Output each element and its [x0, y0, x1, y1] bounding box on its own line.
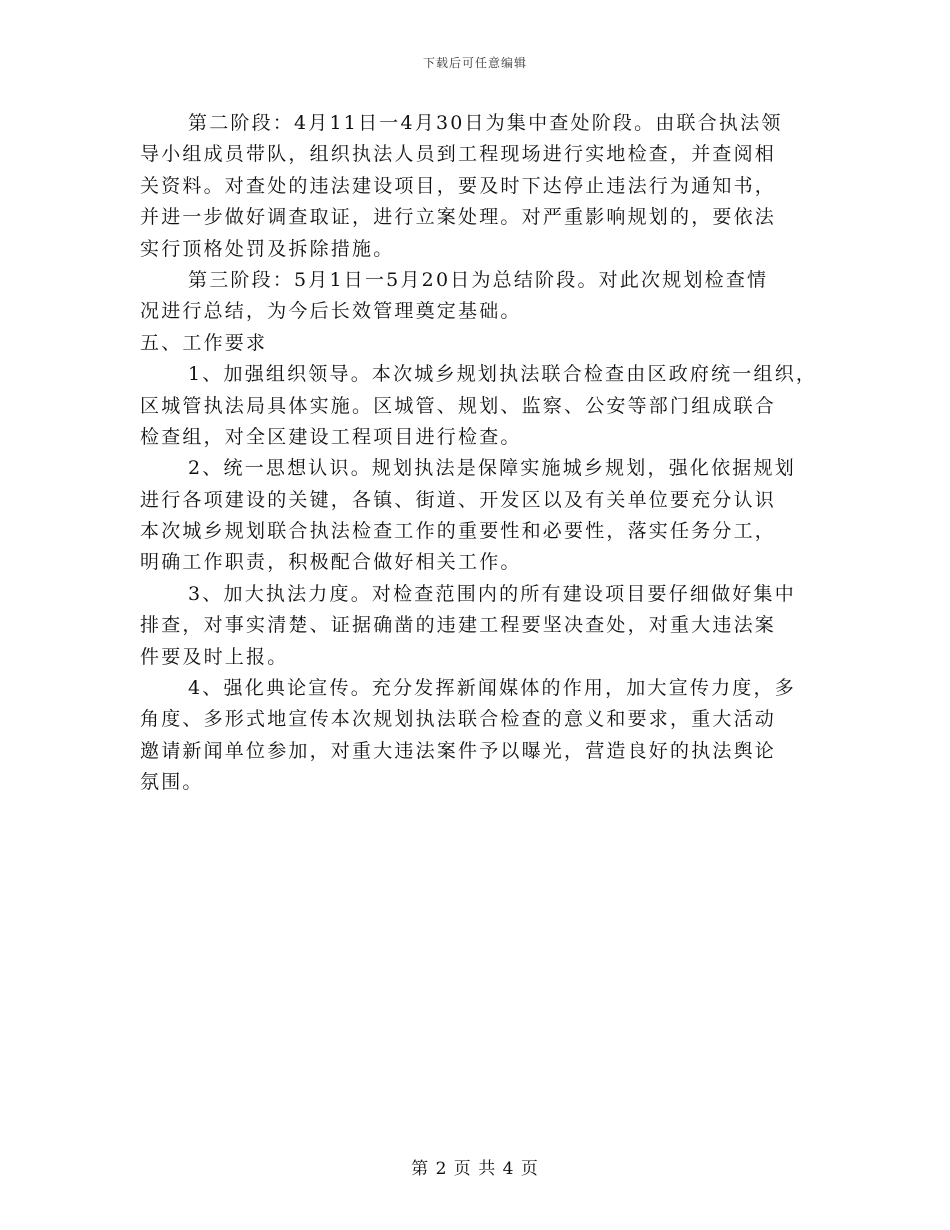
text-line: 并进一步做好调查取证，进行立案处理。对严重影响规划的，要依法 [140, 206, 777, 229]
text-line: 检查组，对全区建设工程项目进行检查。 [140, 425, 522, 448]
text-line: 第二阶段：4月11日一4月30日为集中查处阶段。由联合执法领 [188, 112, 783, 134]
text-line: 1、加强组织领导。本次城乡规划执法联合检查由区政府统一组织， [188, 363, 818, 386]
text-line: 排查，对事实清楚、证据确凿的违建工程要坚决查处，对重大违法案 [140, 614, 777, 637]
text-line: 进行各项建设的关键，各镇、街道、开发区以及有关单位要充分认识 [140, 488, 777, 511]
text-line: 实行顶格处罚及拆除措施。 [140, 237, 395, 260]
text-line: 导小组成员带队，组织执法人员到工程现场进行实地检查，并查阅相 [140, 143, 777, 166]
text-line: 本次城乡规划联合执法检查工作的重要性和必要性，落实任务分工， [140, 520, 777, 543]
text-line: 邀请新闻单位参加，对重大违法案件予以曝光，营造良好的执法舆论 [140, 739, 777, 762]
text-line: 3、加大执法力度。对检查范围内的所有建设项目要仔细做好集中 [188, 582, 796, 605]
text-line: 件要及时上报。 [140, 645, 289, 668]
text-line: 明确工作职责，积极配合做好相关工作。 [140, 551, 522, 574]
text-line: 角度、多形式地宣传本次规划执法联合检查的意义和要求，重大活动 [140, 708, 777, 731]
text-line: 4、强化典论宣传。充分发挥新闻媒体的作用，加大宣传力度，多 [188, 677, 796, 700]
text-line: 关资料。对查处的违法建设项目，要及时下达停止违法行为通知书， [140, 174, 777, 197]
text-line: 五、工作要求 [140, 331, 268, 354]
text-line: 况进行总结，为今后长效管理奠定基础。 [140, 300, 522, 323]
text-line: 第三阶段：5月1日一5月20日为总结阶段。对此次规划检查情 [188, 268, 769, 291]
header-note: 下载后可任意编辑 [422, 56, 527, 70]
text-line: 氛围。 [140, 771, 204, 794]
page-number-footer: 第 2 页 共 4 页 [411, 1159, 539, 1179]
text-line: 2、统一思想认识。规划执法是保障实施城乡规划，强化依据规划 [188, 457, 796, 480]
text-line: 区城管执法局具体实施。区城管、规划、监察、公安等部门组成联合 [140, 394, 777, 417]
document-body [140, 108, 820, 799]
